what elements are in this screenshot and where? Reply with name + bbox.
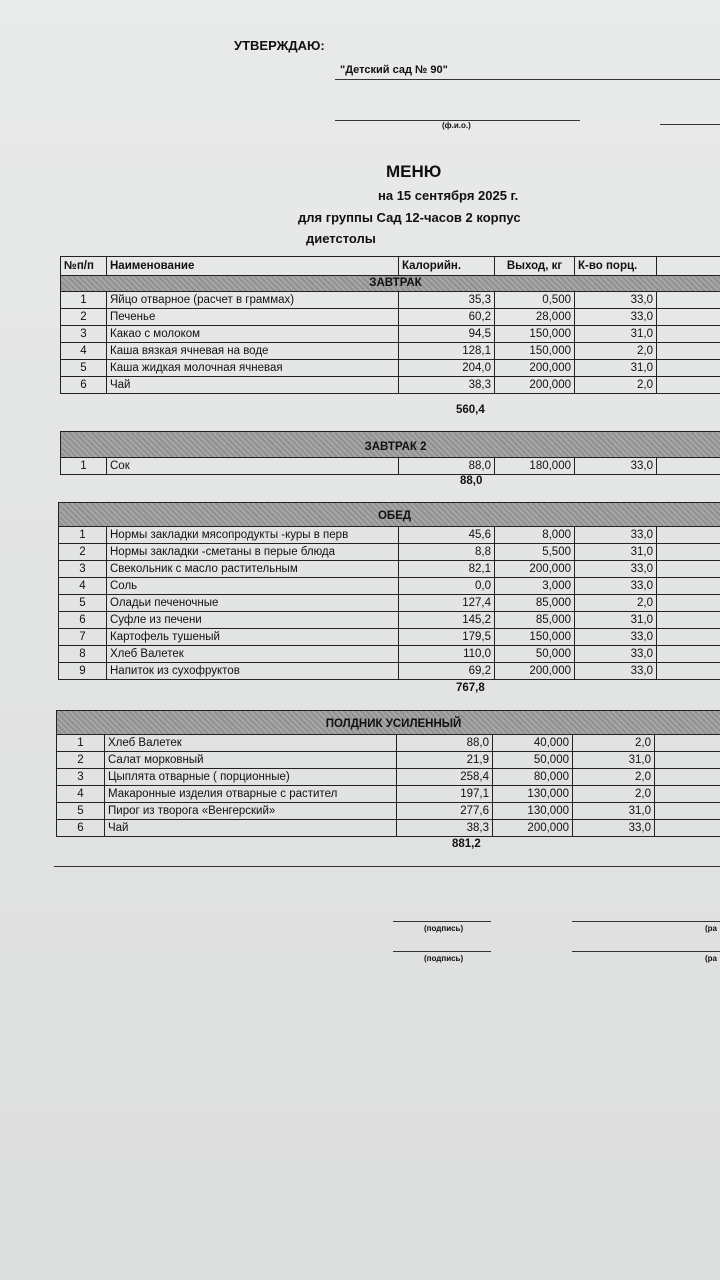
row-portions: 2,0: [575, 595, 657, 612]
row-name: Нормы закладки мясопродукты -куры в перв: [107, 527, 399, 544]
row-num: 5: [59, 595, 107, 612]
section-total: 560,4: [456, 404, 485, 416]
row-num: 3: [61, 326, 107, 343]
table-row: [61, 458, 720, 475]
row-num: 2: [61, 309, 107, 326]
row-portions: 33,0: [575, 629, 657, 646]
row-empty: [655, 769, 720, 786]
row-yield: 28,000: [495, 309, 575, 326]
table-row: [59, 629, 720, 646]
row-yield: 200,000: [495, 663, 575, 680]
row-num: 3: [59, 561, 107, 578]
row-name: Пирог из творога «Венгерский»: [105, 803, 397, 820]
section-total: 881,2: [452, 838, 481, 850]
signature-caption: (подпись): [424, 954, 464, 963]
row-yield: 80,000: [493, 769, 573, 786]
row-num: 6: [61, 377, 107, 394]
row-num: 4: [61, 343, 107, 360]
table-row: [61, 377, 720, 394]
col-yield-header: Выход, кг: [495, 257, 575, 276]
row-portions: 31,0: [575, 360, 657, 377]
row-portions: 31,0: [575, 612, 657, 629]
row-name: Цыплята отварные ( порционные): [105, 769, 397, 786]
col-cal-header: Калорийн.: [399, 257, 495, 276]
row-yield: 200,000: [493, 820, 573, 837]
row-portions: 33,0: [575, 646, 657, 663]
row-num: 9: [59, 663, 107, 680]
row-empty: [657, 292, 720, 309]
row-cal: 8,8: [399, 544, 495, 561]
row-portions: 2,0: [573, 735, 655, 752]
table-row: [61, 292, 720, 309]
row-num: 6: [57, 820, 105, 837]
row-name: Макаронные изделия отварные с растител: [105, 786, 397, 803]
row-portions: 31,0: [573, 803, 655, 820]
row-empty: [657, 544, 720, 561]
row-yield: 50,000: [495, 646, 575, 663]
organization-name: "Детский сад № 90": [340, 64, 448, 76]
row-empty: [655, 820, 720, 837]
section-header: [57, 711, 720, 735]
row-num: 8: [59, 646, 107, 663]
row-portions: 2,0: [575, 377, 657, 394]
menu-date: на 15 сентября 2025 г.: [378, 188, 519, 203]
row-name: Соль: [107, 578, 399, 595]
table-row: [59, 578, 720, 595]
row-yield: 200,000: [495, 360, 575, 377]
row-cal: 94,5: [399, 326, 495, 343]
section-total: 88,0: [460, 475, 483, 487]
section-header: [61, 432, 720, 458]
row-empty: [657, 377, 720, 394]
row-name: Яйцо отварное (расчет в граммах): [107, 292, 399, 309]
table-row: [57, 752, 720, 769]
row-name: Свекольник с масло растительным: [107, 561, 399, 578]
org-underline: [335, 79, 720, 80]
row-yield: 3,000: [495, 578, 575, 595]
section-title: ПОЛДНИК УСИЛЕННЫЙ: [57, 711, 720, 735]
row-cal: 45,6: [399, 527, 495, 544]
col-num-header: №п/п: [61, 257, 107, 276]
section-title: ОБЕД: [59, 503, 720, 527]
table-row: [59, 544, 720, 561]
row-name: Напиток из сухофруктов: [107, 663, 399, 680]
row-num: 1: [59, 527, 107, 544]
row-portions: 33,0: [575, 663, 657, 680]
row-num: 2: [59, 544, 107, 561]
row-yield: 200,000: [495, 561, 575, 578]
row-num: 5: [57, 803, 105, 820]
row-portions: 33,0: [575, 309, 657, 326]
col-empty-header: [657, 257, 720, 276]
row-yield: 85,000: [495, 595, 575, 612]
row-num: 1: [57, 735, 105, 752]
row-name: Суфле из печени: [107, 612, 399, 629]
bottom-rule: [54, 866, 720, 867]
row-empty: [657, 343, 720, 360]
row-cal: 127,4: [399, 595, 495, 612]
row-name: Картофель тушеный: [107, 629, 399, 646]
table-row: [59, 595, 720, 612]
row-portions: 31,0: [575, 326, 657, 343]
row-cal: 38,3: [399, 377, 495, 394]
table-row: [57, 786, 720, 803]
row-cal: 197,1: [397, 786, 493, 803]
row-portions: 33,0: [575, 561, 657, 578]
row-num: 1: [61, 458, 107, 475]
fio-underline-right: [660, 124, 720, 125]
section-title: ЗАВТРАК 2: [61, 432, 720, 458]
table-row: [59, 663, 720, 680]
row-cal: 179,5: [399, 629, 495, 646]
row-empty: [655, 752, 720, 769]
table-row: [57, 803, 720, 820]
col-name-header: Наименование: [107, 257, 399, 276]
row-portions: 33,0: [575, 578, 657, 595]
section-title: ЗАВТРАК: [61, 276, 720, 292]
row-cal: 88,0: [397, 735, 493, 752]
row-portions: 33,0: [575, 527, 657, 544]
row-yield: 8,000: [495, 527, 575, 544]
row-name: Каша жидкая молочная ячневая: [107, 360, 399, 377]
row-yield: 150,000: [495, 629, 575, 646]
lunch-table: [58, 502, 720, 680]
fio-caption: (ф.и.о.): [442, 121, 471, 130]
row-cal: 88,0: [399, 458, 495, 475]
signature-line: [393, 951, 491, 952]
row-name: Оладьи печеночные: [107, 595, 399, 612]
row-num: 3: [57, 769, 105, 786]
row-name: Чай: [107, 377, 399, 394]
row-portions: 31,0: [573, 752, 655, 769]
row-portions: 2,0: [575, 343, 657, 360]
row-num: 6: [59, 612, 107, 629]
row-empty: [657, 646, 720, 663]
row-yield: 180,000: [495, 458, 575, 475]
row-empty: [655, 735, 720, 752]
breakfast2-table: [60, 431, 720, 475]
row-cal: 0,0: [399, 578, 495, 595]
snack-table: [56, 710, 720, 837]
table-row: [61, 309, 720, 326]
row-yield: 130,000: [493, 803, 573, 820]
row-portions: 33,0: [575, 458, 657, 475]
table-row: [61, 343, 720, 360]
row-empty: [657, 578, 720, 595]
row-yield: 50,000: [493, 752, 573, 769]
section-header: [59, 503, 720, 527]
row-name: Нормы закладки -сметаны в перые блюда: [107, 544, 399, 561]
row-cal: 60,2: [399, 309, 495, 326]
menu-group: для группы Сад 12-часов 2 корпус: [298, 210, 521, 225]
row-empty: [657, 309, 720, 326]
row-empty: [657, 458, 720, 475]
signature-caption-right: (ра: [705, 954, 717, 963]
row-portions: 31,0: [575, 544, 657, 561]
row-empty: [655, 786, 720, 803]
row-num: 2: [57, 752, 105, 769]
row-empty: [657, 629, 720, 646]
table-row: [61, 326, 720, 343]
signature-line-right: [572, 921, 720, 922]
row-name: Каша вязкая ячневая на воде: [107, 343, 399, 360]
row-cal: 110,0: [399, 646, 495, 663]
row-cal: 277,6: [397, 803, 493, 820]
row-empty: [657, 595, 720, 612]
row-num: 7: [59, 629, 107, 646]
row-name: Печенье: [107, 309, 399, 326]
row-cal: 21,9: [397, 752, 493, 769]
row-name: Салат морковный: [105, 752, 397, 769]
row-yield: 200,000: [495, 377, 575, 394]
breakfast-table: [60, 256, 720, 394]
table-row: [57, 735, 720, 752]
row-empty: [657, 326, 720, 343]
row-name: Сок: [107, 458, 399, 475]
row-yield: 150,000: [495, 326, 575, 343]
row-portions: 33,0: [575, 292, 657, 309]
row-cal: 128,1: [399, 343, 495, 360]
table-row: [59, 527, 720, 544]
row-num: 4: [57, 786, 105, 803]
menu-diet: диетстолы: [306, 231, 376, 246]
table-row: [59, 612, 720, 629]
row-cal: 258,4: [397, 769, 493, 786]
row-cal: 35,3: [399, 292, 495, 309]
row-name: Какао с молоком: [107, 326, 399, 343]
row-yield: 150,000: [495, 343, 575, 360]
row-empty: [657, 561, 720, 578]
table-row: [59, 561, 720, 578]
row-empty: [655, 803, 720, 820]
signature-caption-right: (ра: [705, 924, 717, 933]
row-yield: 5,500: [495, 544, 575, 561]
row-empty: [657, 612, 720, 629]
row-cal: 204,0: [399, 360, 495, 377]
row-empty: [657, 663, 720, 680]
section-header: [61, 276, 720, 292]
row-cal: 38,3: [397, 820, 493, 837]
row-cal: 145,2: [399, 612, 495, 629]
table-row: [59, 646, 720, 663]
signature-line: [393, 921, 491, 922]
table-row: [57, 820, 720, 837]
row-cal: 82,1: [399, 561, 495, 578]
row-name: Хлеб Валетек: [105, 735, 397, 752]
row-name: Чай: [105, 820, 397, 837]
signature-caption: (подпись): [424, 924, 464, 933]
row-name: Хлеб Валетек: [107, 646, 399, 663]
row-yield: 85,000: [495, 612, 575, 629]
section-total: 767,8: [456, 682, 485, 694]
row-yield: 0,500: [495, 292, 575, 309]
signature-line-right: [572, 951, 720, 952]
col-portions-header: К-во порц.: [575, 257, 657, 276]
row-portions: 2,0: [573, 769, 655, 786]
row-cal: 69,2: [399, 663, 495, 680]
table-row: [61, 360, 720, 377]
row-num: 5: [61, 360, 107, 377]
row-num: 1: [61, 292, 107, 309]
row-portions: 2,0: [573, 786, 655, 803]
row-empty: [657, 360, 720, 377]
row-yield: 40,000: [493, 735, 573, 752]
row-yield: 130,000: [493, 786, 573, 803]
column-header-row: [61, 257, 720, 276]
row-portions: 33,0: [573, 820, 655, 837]
menu-title: МЕНЮ: [386, 162, 442, 181]
approve-label: УТВЕРЖДАЮ:: [234, 38, 325, 53]
row-num: 4: [59, 578, 107, 595]
table-row: [57, 769, 720, 786]
row-empty: [657, 527, 720, 544]
